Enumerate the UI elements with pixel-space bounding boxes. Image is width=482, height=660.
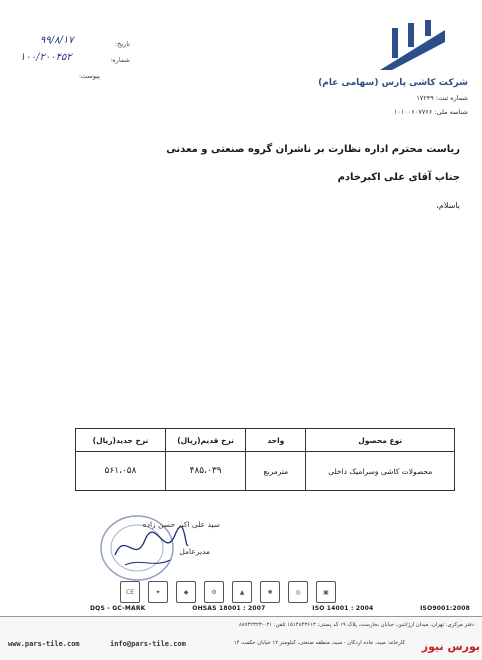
footer-website[interactable]: www.pars-tile.com — [8, 640, 80, 648]
award-icon: ✦ — [148, 581, 168, 603]
footer-address-office: دفتر مرکزی: تهران، میدان آرژانتین، خیابان بخارست، پلاک ۱۹ کد پستی: ۱۵۱۴۸۴۳۶۱۳ تلفن: ۰۲۱-۸۸۷۴۲۳۲۳ — [238, 622, 474, 628]
ribbon-icon: ✺ — [260, 581, 280, 603]
ce-mark-icon: CE — [120, 581, 140, 603]
table-header-row — [76, 429, 455, 452]
iso-icon: ▣ — [316, 581, 336, 603]
col-product-type: نوع محصول — [306, 429, 455, 452]
col-new-price: نرخ جدید(ریال) — [76, 429, 166, 452]
cell-product-type: محصولات کاشی وسرامیک داخلی — [306, 452, 455, 491]
dqs-icon: ◎ — [288, 581, 308, 603]
number-value: ۱۰۰/۲۰۰۴۵۲ — [20, 52, 72, 63]
recipient-title: ریاست محترم اداره نظارت بر ناشران گروه صنعتی و معدنی — [166, 144, 460, 155]
cell-new-price: ۵۶۱،۰۵۸ — [76, 452, 166, 491]
footer-address-factory: کارخانه: میبد، جاده اردکان - میبد، منطقه صنعتی، کیلومتر ۱۲ خیابان حکمت ۱۴ — [233, 640, 405, 646]
date-label: تاریخ: — [114, 40, 130, 48]
body-paragraph-1 — [58, 222, 468, 266]
national-id: شناسه ملی: ۱۰۱۰۰۶۰۷۷۶۶ — [393, 108, 468, 116]
cert-ohsas: OHSAS 18001 : 2007 — [192, 605, 266, 612]
company-name: شرکت کاشی پارس (سهامی عام) — [318, 78, 468, 88]
cert-iso14001: ISO 14001 : 2004 — [312, 605, 374, 612]
number-label: شماره: — [110, 56, 130, 64]
body-paragraph-2 — [58, 292, 468, 350]
product-price-table — [75, 428, 455, 491]
company-logo — [370, 20, 462, 75]
recipient-name: جناب آقای علی اکبرخادم — [337, 172, 460, 183]
eagle-icon: ▲ — [232, 581, 252, 603]
certification-row — [90, 605, 470, 615]
body-paragraph-3 — [58, 376, 468, 406]
table-row — [76, 452, 455, 491]
signatory-title: مدیرعامل — [179, 547, 210, 556]
col-old-price: نرخ قدیم(ریال) — [166, 429, 246, 452]
pars-tile-logo-icon — [370, 20, 462, 75]
registration-number: شماره ثبت: ۱۷۲۴۹ — [416, 94, 468, 102]
col-unit: واحد — [246, 429, 306, 452]
certification-logos — [120, 577, 340, 603]
signatory-name: سید علی اکبر حسن زاده — [142, 520, 220, 529]
cell-unit: مترمربع — [246, 452, 306, 491]
greeting: باسلام، — [436, 201, 460, 210]
attachment-label: پیوست: — [78, 72, 100, 80]
footer-email[interactable]: info@pars-tile.com — [110, 640, 186, 648]
date-value: ۹۹/۸/۱۷ — [40, 35, 74, 46]
cert-dqs: DQS - GC-MARK — [90, 605, 146, 612]
standard-mark-icon: ⚙ — [204, 581, 224, 603]
cell-old-price: ۴۸۵،۰۳۹ — [166, 452, 246, 491]
pars-brand-icon: ◆ — [176, 581, 196, 603]
cert-iso9001: ISO9001:2008 — [420, 605, 470, 612]
news-watermark: بورس نیوز — [421, 640, 480, 653]
